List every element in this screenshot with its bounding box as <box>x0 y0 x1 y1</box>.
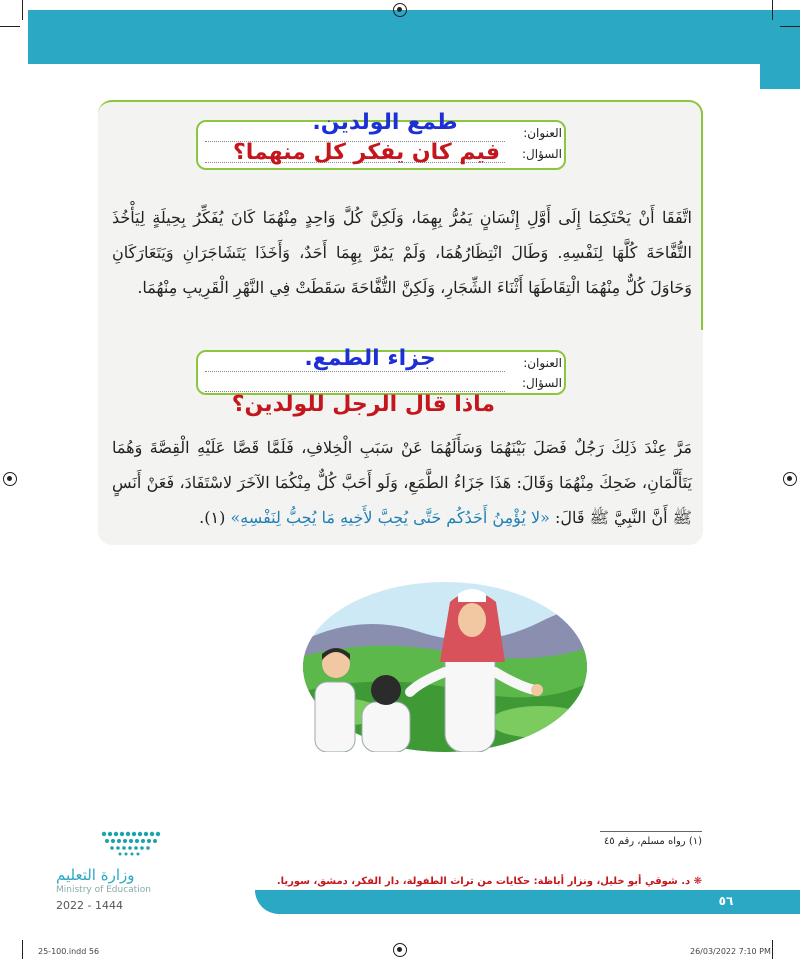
story-paragraph-1: اتَّفَقَا أَنْ يَحْتَكِمَا إِلَى أَوَّلِ إِنْسَانٍ يَمُرُّ بِهِمَا، وَلَكِنَّ كُلَّ وَاحِدٍ مِنْهُمَا كَانَ يُفَكِّرُ بِحِيلَةٍ لِيَأْخُذَ التُّفَّاحَةَ كُلَّهَا لِنَفْسِهِ. وَطَالَ انْتِظَارُهُمَا، وَلَمْ يَمُرَّ بِهِمَا أَحَدٌ، وَأَخَذَا يَتَشَاجَرَانِ وَيَتَعَارَكَانِ وَحَاوَلَ كُلٌّ مِنْهُمَا الْتِقَاطَهَا أَثْنَاءَ الشِّجَارِ، وَلَكِنَّ التُّفَّاحَةَ سَقَطَتْ فِي النَّهْرِ الْقَرِيبِ مِنْهُمَا. <box>112 208 692 297</box>
question-label: السؤال: <box>522 147 562 161</box>
print-slug-left: 25-100.indd 56 <box>38 947 100 956</box>
ministry-name-english: Ministry of Education <box>56 885 151 895</box>
registration-mark-icon <box>393 3 407 17</box>
ministry-logo-icon <box>98 828 162 858</box>
crop-mark <box>772 940 773 959</box>
crop-mark <box>22 940 23 959</box>
header-band <box>28 10 800 64</box>
academic-year: 2022 - 1444 <box>56 899 123 912</box>
title-answer: طمع الولدين. <box>312 110 458 135</box>
crop-mark <box>0 26 20 27</box>
paragraph-2-text: مَرَّ عِنْدَ ذَلِكَ رَجُلٌ فَصَلَ بَيْنَهُمَا وَسَأَلَهُمَا عَنْ سَبَبِ الْخِلافِ، فَلَمَّا قَصَّا عَلَيْهِ الْقِصَّةَ وَهُمَا يَتَأَلَّمَانِ، ضَحِكَ مِنْهُمَا وَقَالَ: هَذَا جَزَاءُ الطَّمَعِ، وَلَو أَحَبَّ كُلٌّ مِنْكُمَا الآخَرَ لاسْتَفَادَ، فَعَنْ أَنَسٍ ﷺ أَنَّ النَّبِيَّ ﷺ قَالَ: <box>112 438 692 527</box>
title-label: العنوان: <box>523 126 562 140</box>
question-answer: ماذا قال الرجل للولدين؟ <box>231 392 495 417</box>
title-label: العنوان: <box>523 356 562 370</box>
title-answer: جزاء الطمع. <box>304 346 436 371</box>
crop-mark <box>780 26 800 27</box>
print-slug-right: 26/03/2022 7:10 PM <box>690 947 771 956</box>
story-paragraph-2 <box>112 430 692 535</box>
crop-mark <box>22 0 23 20</box>
question-label: السؤال: <box>522 376 562 390</box>
registration-mark-icon <box>3 472 17 486</box>
registration-mark-icon <box>783 472 797 486</box>
registration-mark-icon <box>393 943 407 957</box>
header-band-strip <box>760 64 800 89</box>
crop-mark <box>772 0 773 20</box>
footnote: (١) رواه مسلم، رقم ٤٥ <box>603 836 702 847</box>
story-illustration <box>300 572 590 752</box>
ministry-name-arabic: وزارة التعليم <box>56 866 135 884</box>
hadith-quote: «لا يُؤْمِنُ أَحَدُكُم حَتَّى يُحِبَّ لأَخِيهِ مَا يُحِبُّ لِنَفْسِهِ» <box>230 508 550 527</box>
question-answer: فيم كان يفكر كل منهما؟ <box>232 140 500 165</box>
page-number: ٥٦ <box>718 894 734 908</box>
source-reference: ❋ د. شوقي أبو خليل، ونزار أباظة: حكايات من تراث الطفولة، دار الفكر، دمشق، سوريا. <box>276 876 702 887</box>
footnote-reference: (١). <box>199 508 226 527</box>
footnote-rule <box>600 830 702 832</box>
